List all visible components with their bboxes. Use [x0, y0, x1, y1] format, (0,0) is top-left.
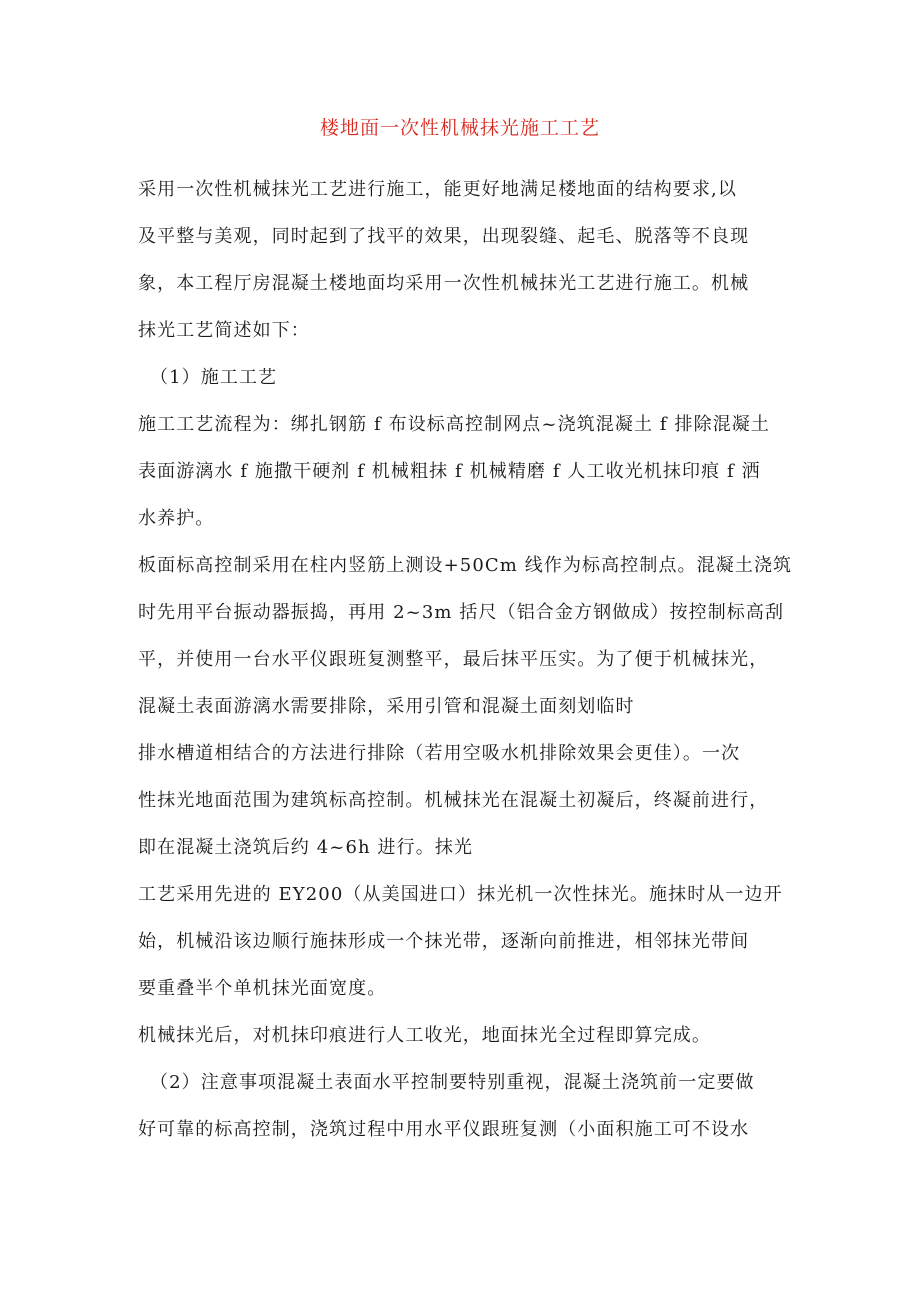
body-line-4: 抹光工艺简述如下：: [138, 320, 310, 341]
body-line-10: 时先用平台振动器振捣，再用 2~3m 括尺（铝合金方钢做成）按控制标高刮: [138, 602, 785, 623]
body-line-14: 性抹光地面范围为建筑标高控制。机械抹光在混凝土初凝后，终凝前进行，: [138, 790, 769, 811]
body-line-11: 平，并使用一台水平仪跟班复测整平，最后抹平压实。为了便于机械抹光，: [138, 649, 769, 670]
document-title: 楼地面一次性机械抹光施工工艺: [319, 117, 600, 139]
body-line-12: 混凝土表面游漓水需要排除，采用引管和混凝土面刻划临时: [138, 696, 635, 717]
body-line-16: 工艺采用先进的 EY200（从美国进口）抹光机一次性抹光。施抹时从一边开: [138, 884, 783, 905]
section-heading-1: （1）施工工艺: [150, 367, 278, 388]
body-line-9: 板面标高控制采用在柱内竖筋上测设+50Cm 线作为标高控制点。混凝土浇筑: [138, 555, 793, 576]
body-line-3: 象，本工程厅房混凝土楼地面均采用一次性机械抹光工艺进行施工。机械: [138, 273, 750, 294]
body-line-7: 表面游漓水 f 施撒干硬剂 f 机械粗抹 f 机械精磨 f 人工收光机抹印痕 f 洒: [138, 461, 761, 482]
body-line-17: 始，机械沿该边顺行施抹形成一个抹光带，逐渐向前推进，相邻抹光带间: [138, 931, 750, 952]
body-line-19: 机械抹光后，对机抹印痕进行人工收光，地面抹光全过程即算完成。: [138, 1025, 711, 1046]
body-line-15: 即在混凝土浇筑后约 4~6h 进行。抹光: [138, 837, 474, 858]
body-line-2: 及平整与美观，同时起到了找平的效果，出现裂缝、起毛、脱落等不良现: [138, 226, 750, 247]
body-line-6: 施工工艺流程为：绑扎钢筋 f 布设标高控制网点~浇筑混凝土 f 排除混凝土: [138, 414, 770, 435]
section-heading-2: （2）注意事项混凝土表面水平控制要特别重视，混凝土浇筑前一定要做: [150, 1072, 755, 1093]
body-line-13: 排水槽道相结合的方法进行排除（若用空吸水机排除效果会更佳）。一次: [138, 743, 741, 764]
body-line-8: 水养护。: [138, 508, 215, 529]
body-line-21: 好可靠的标高控制，浇筑过程中用水平仪跟班复测（小面积施工可不设水: [138, 1119, 750, 1140]
body-line-18: 要重叠半个单机抹光面宽度。: [138, 978, 387, 999]
body-line-1: 采用一次性机械抹光工艺进行施工，能更好地满足楼地面的结构要求,以: [138, 179, 737, 200]
